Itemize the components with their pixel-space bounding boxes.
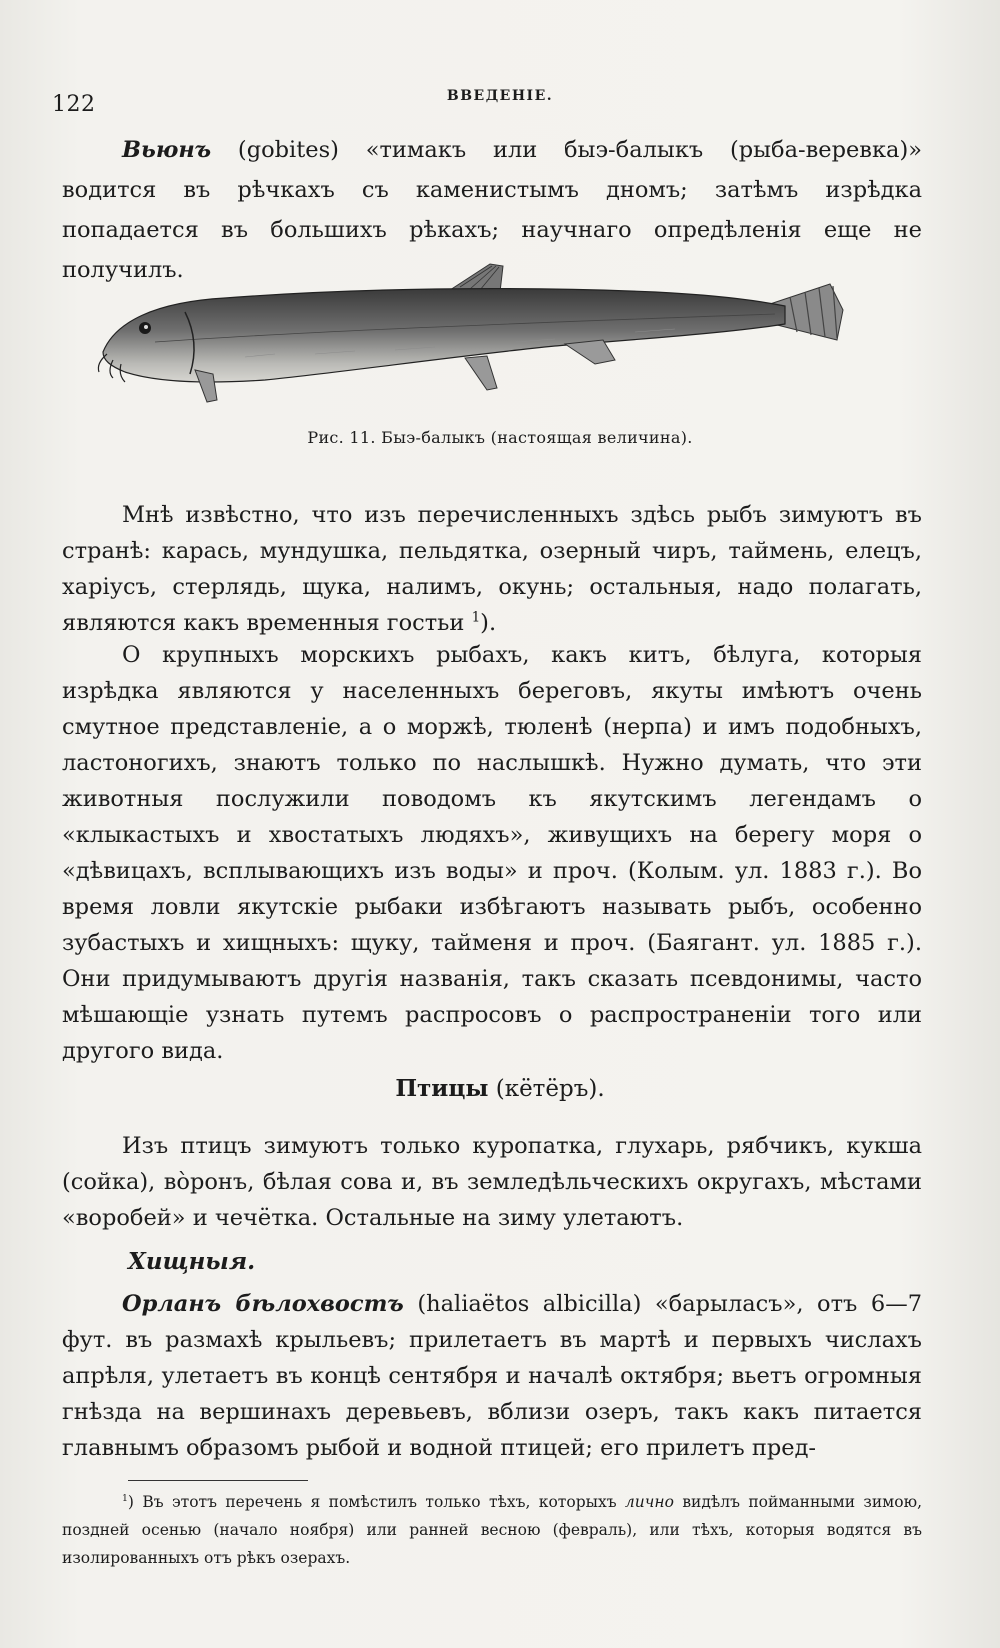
- footnote-reference[interactable]: 1: [471, 609, 481, 626]
- paragraph-wintering-fish: [62, 497, 922, 641]
- footnote-text-b: видѣлъ пойманными зимою, поздней осенью (начало ноября) или ранней весною (февраль), или тѣхъ, которыя водятся въ изолированныхъ отъ рѣкъ озерахъ.: [62, 1493, 922, 1567]
- species-name-loach: Вьюнъ: [122, 137, 212, 163]
- paragraph-sea-eagle-text: (haliaëtos albicilla) «барыласъ», отъ 6—7 фут. въ размахѣ крыльевъ; прилетаетъ въ мартѣ и первыхъ числахъ апрѣля, улетаетъ въ концѣ сентября и началѣ октября; вьетъ огромныя гнѣзда на вершинахъ деревьевъ, вблизи озеръ, такъ какъ питается главнымъ образомъ рыбой и водной птицей; его прилетъ пред-: [62, 1291, 923, 1461]
- figure-caption: Рис. 11. Быэ-балыкъ (настоящая величина).: [307, 428, 693, 447]
- footnote-emphasis: лично: [624, 1493, 674, 1511]
- footnote-text-a: ) Въ этотъ перечень я помѣстилъ только тѣхъ, которыхъ: [127, 1493, 625, 1511]
- paragraph-wintering-birds: [62, 1128, 922, 1236]
- subheading-raptors: Хищныя.: [128, 1248, 256, 1275]
- paragraph-loach-text: (gobites) «тимакъ или быэ-балыкъ (рыба-веревка)» водится въ рѣчкахъ съ каменистымъ дномъ; затѣмъ изрѣдка попадается въ большихъ рѣкахъ; научнаго опредѣленія еще не получилъ.: [62, 137, 922, 283]
- species-name-eagle: Орланъ бѣлохвостъ: [122, 1291, 404, 1317]
- paragraph-wintering-birds-text: Изъ птицъ зимуютъ только куропатка, глухарь, рябчикъ, кукша (сойка), вòронъ, бѣлая сова и, въ земледѣльческихъ округахъ, мѣстами «воробей» и чечётка. Остальные на зиму улетаютъ.: [62, 1133, 922, 1231]
- section-heading-birds: [0, 1075, 1000, 1102]
- section-title: Птицы: [395, 1075, 489, 1102]
- section-subtitle: (кётёръ).: [488, 1076, 605, 1102]
- paragraph-wintering-fish-text: Мнѣ извѣстно, что изъ перечисленныхъ здѣсь рыбъ зимуютъ въ странѣ: карась, мундушка, пельдятка, озерный чиръ, таймень, елецъ, харіусъ, стерлядь, щука, налимъ, окунь; остальныя, надо полагать, являются какъ временныя гостьи: [62, 502, 922, 636]
- paragraph-sea-animals-text: О крупныхъ морскихъ рыбахъ, какъ китъ, бѣлуга, которыя изрѣдка являются у населенныхъ береговъ, якуты имѣютъ очень смутное представленіе, а о моржѣ, тюленѣ (нерпа) и имъ подобныхъ, ластоногихъ, знаютъ только по наслышкѣ. Нужно думать, что эти животныя послужили поводомъ къ якутскимъ легендамъ о «клыкастыхъ и хвостатыхъ людяхъ», живущихъ на берегу моря о «дѣвицахъ, всплывающихъ изъ воды» и проч. (Колым. ул. 1883 г.). Во время ловли якутскіе рыбаки избѣгаютъ называть рыбъ, особенно зубастыхъ и хищныхъ: щуку, тайменя и проч. (Баягант. ул. 1885 г.). Они придумываютъ другія названія, такъ сказать псевдонимы, часто мѣшающіе узнать путемъ распросовъ о распространеніи того или другого вида.: [62, 642, 922, 1064]
- running-title: ВВЕДЕНІЕ.: [446, 88, 554, 104]
- footnote-divider: [128, 1480, 308, 1481]
- loach-fish-illustration-icon: [95, 262, 895, 422]
- footnote-mark: 1: [122, 1492, 128, 1504]
- page-number: 122: [52, 92, 96, 117]
- footnote: [62, 1488, 922, 1572]
- paragraph-sea-eagle: [62, 1286, 922, 1466]
- paragraph-wintering-fish-end: ).: [480, 610, 497, 636]
- paragraph-sea-animals: [62, 637, 922, 1069]
